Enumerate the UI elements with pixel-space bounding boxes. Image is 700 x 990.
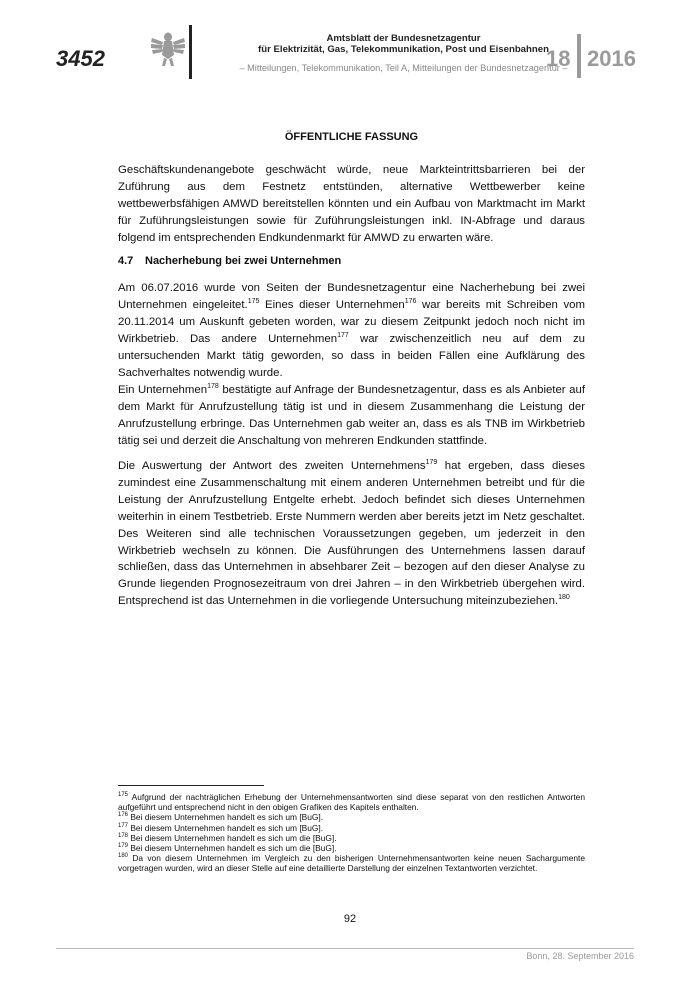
footnote bbox=[118, 843, 585, 853]
footnote-text: Aufgrund der nachträglichen Erhebung der Unternehmensantworten sind diese separat von den restlichen Antworten aufgeführt und entsprechend nicht in den obigen Grafiken des Kapitels enthalten. bbox=[118, 792, 585, 813]
footnote-number: 180 bbox=[118, 853, 129, 860]
footnote-ref[interactable]: 180 bbox=[558, 594, 570, 602]
footnote-ref[interactable]: 178 bbox=[207, 383, 219, 391]
paragraph-2-text: war zwischenzeitlich neu auf dem zu untersuchenden Markt tätig geworden, so dass in beiden Fällen eine Aufklärung des Sachverhaltes notwendig wurde. bbox=[118, 332, 585, 379]
paragraph-1: Geschäftskundenangebote geschwächt würde, neue Markteintrittsbarrieren bei der Zuführung aus dem Festnetz entstünden, alternative Wettbewerber keine wettbewerbsfähigen AMWD bereitstellen könnten und ein Aufbau von Marktmacht im Markt für Zuführungsleistungen sowie für Zuführungsleistungen inkl. IN-Abfrage und daraus folgend im entsprechenden Endkundenmarkt für AMWD zu erwarten wäre. bbox=[118, 164, 585, 244]
paragraph-2-text: Eines dieser Unternehmen bbox=[259, 298, 405, 311]
footnote-ref[interactable]: 179 bbox=[425, 459, 438, 467]
footnote-text: Bei diesem Unternehmen handelt es sich um [BuG]. bbox=[128, 822, 324, 833]
footnote-ref[interactable]: 177 bbox=[337, 331, 349, 339]
paragraph-4-text: Die Auswertung der Antwort des zweiten Unternehmens bbox=[118, 460, 426, 472]
footer-rule bbox=[56, 948, 634, 949]
paragraph-3 bbox=[118, 382, 585, 450]
footnote bbox=[118, 812, 585, 822]
footnote bbox=[118, 833, 585, 843]
document-heading: ÖFFENTLICHE FASSUNG bbox=[284, 131, 419, 143]
gazette-title: Amtsblatt der Bundesnetzagentur bbox=[326, 33, 481, 44]
paragraph-3-text: bestätigte auf Anfrage der Bundesnetzagentur, dass es als Anbieter auf dem Markt für Anrufzustellung tätig ist und in diesem Zusammenhang die Leistung der Anrufzustellung erbringe. Das Unternehmen gab weiter an, dass es als TNB im Wirkbetrieb tätig sei und derzeit die Anschaltung von mehreren Endkunden stattfinde. bbox=[118, 384, 586, 447]
footnote-number: 176 bbox=[118, 812, 129, 819]
footer-date: Bonn, 28. September 2016 bbox=[526, 951, 634, 961]
issue-number: 18 bbox=[546, 46, 571, 71]
federal-eagle-icon bbox=[150, 30, 186, 68]
footnotes bbox=[118, 792, 585, 874]
section-title: Nacherhebung bei zwei Unternehmen bbox=[145, 255, 342, 267]
footnote-separator bbox=[118, 785, 264, 786]
footnote-ref[interactable]: 176 bbox=[404, 298, 417, 306]
footnote-number: 175 bbox=[118, 792, 129, 799]
footnote-text: Bei diesem Unternehmen handelt es sich um die [BuG]. bbox=[128, 832, 337, 843]
paragraph-2-text: Am 06.07.2016 wurde von Seiten der Bundesnetzagentur eine Nacherhebung bei zwei Unternehmen eingeleitet. bbox=[118, 282, 585, 311]
gazette-section: – Mitteilungen, Telekommunikation, Teil A, Mitteilungen der Bundesnetzagentur – bbox=[239, 63, 568, 73]
paragraph-4-text: hat ergeben, dass dieses zumindest eine Zusammenschaltung mit einem anderen Unternehmen betreibt und für die Leistung der Anrufzustellung Entgelte erhebt. Jedoch befindet sich dieses Unternehmen weiterhin in einem Testbetrieb. Erste Nummern werden aber bereits jetzt im Netz geschaltet. Des Weiteren sind alle technischen Voraussetzungen gegeben, um jederzeit in den Wirkbetrieb wechseln zu können. Die Ausführungen des Unternehmens lassen darauf schließen, dass das Unternehmen in absehbarer Zeit – bezogen auf den dieser Analyse zu Grunde liegenden Prognosezeitraum von drei Jahren – in den Wirkbetrieb übergehen wird. Entsprechend ist das Unternehmen in die vorliegende Untersuchung miteinzubeziehen. bbox=[118, 460, 585, 608]
footnote-number: 179 bbox=[118, 843, 129, 850]
footnote-text: Bei diesem Unternehmen handelt es sich um [BuG]. bbox=[128, 812, 324, 823]
section-number: 4.7 bbox=[118, 255, 134, 267]
issue-divider bbox=[577, 34, 581, 78]
folio-number: 92 bbox=[343, 913, 357, 925]
footnote-text: Bei diesem Unternehmen handelt es sich um die [BuG]. bbox=[128, 843, 337, 854]
section-heading bbox=[118, 255, 341, 267]
footnote-text: Da von diesem Unternehmen im Vergleich zu den bisherigen Unternehmensantworten keine neuen Sachargumente vorgetragen wurden, wird an dieser Stelle auf eine detaillierte Darstellung der einzelnen Textantworten verzichtet. bbox=[118, 853, 585, 874]
footnote bbox=[118, 792, 585, 812]
paragraph-2 bbox=[118, 280, 585, 381]
footnote bbox=[118, 823, 585, 833]
paragraph-3-text: Ein Unternehmen bbox=[118, 384, 208, 396]
footnote bbox=[118, 853, 585, 873]
footnote-number: 178 bbox=[118, 833, 129, 840]
paragraph-2-text: war bereits mit Schreiben vom 20.11.2014 um Auskunft gebeten worden, war zu diesem Zeitpunkt jedoch noch nicht im Wirkbetrieb. Das andere Unternehmen bbox=[118, 298, 585, 345]
footnote-number: 177 bbox=[118, 822, 129, 829]
gazette-subtitle: für Elektrizität, Gas, Telekommunikation, Post und Eisenbahnen bbox=[258, 44, 549, 55]
header-divider bbox=[189, 25, 192, 79]
issue-year: 2016 bbox=[587, 46, 636, 71]
footnote-ref[interactable]: 175 bbox=[247, 298, 260, 306]
paragraph-4 bbox=[118, 458, 585, 610]
page-number: 3452 bbox=[56, 46, 105, 71]
